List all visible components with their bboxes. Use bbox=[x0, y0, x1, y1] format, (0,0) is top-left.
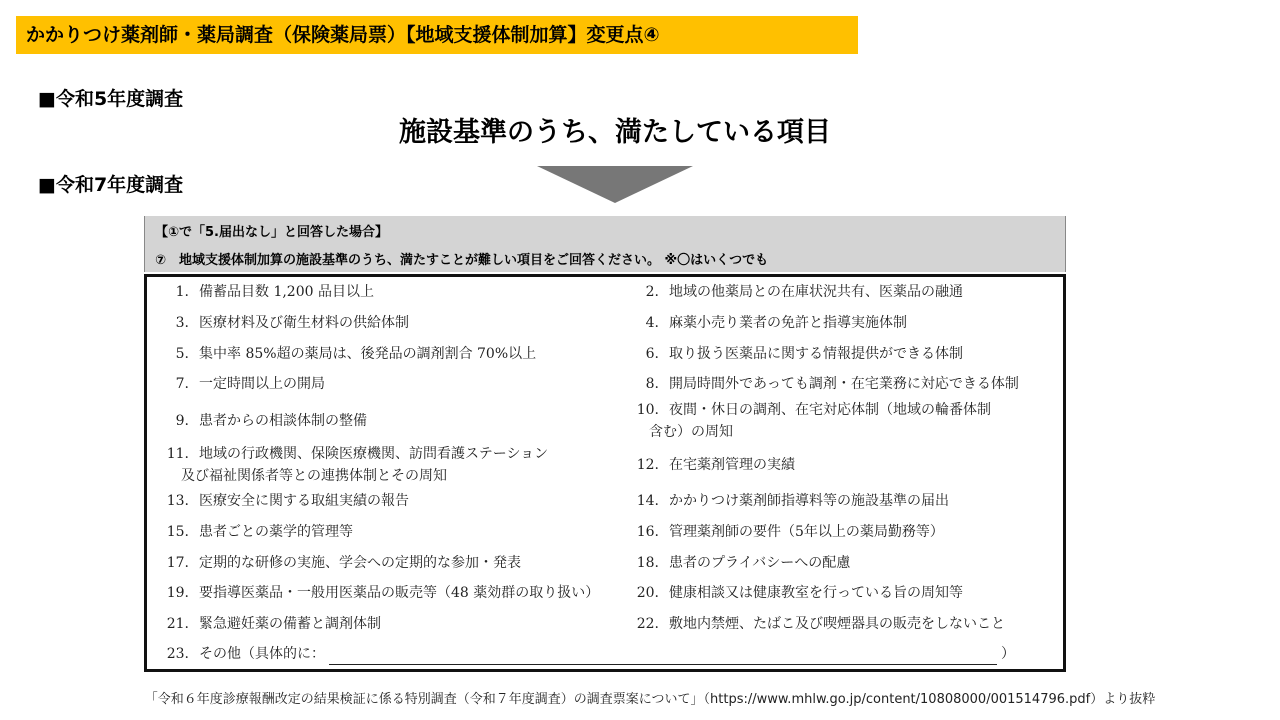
option-item-other: 23. その他（具体的に： ） bbox=[159, 643, 1015, 665]
option-item: 12. 在宅薬剤管理の実績 bbox=[636, 457, 795, 473]
option-item: 21. 緊急避妊薬の備蓄と調剤体制 bbox=[166, 616, 381, 632]
label-r5-survey: ■令和5年度調査 bbox=[38, 88, 184, 110]
survey-question-header bbox=[144, 216, 1066, 272]
down-arrow-icon bbox=[537, 166, 693, 203]
subtitle: 施設基準のうち、満たしている項目 bbox=[399, 117, 831, 148]
survey-question: ⑦ 地域支援体制加算の施設基準のうち、満たすことが難しい項目をご回答ください。 ※〇はいくつでも bbox=[155, 253, 769, 268]
source-citation: 「令和６年度診療報酬改定の結果検証に係る特別調査（令和７年度調査）の調査票案について」（https://www.mhlw.go.jp/content/10808000/001514796.pdf）より抜粋 bbox=[144, 692, 1156, 707]
survey-excerpt bbox=[144, 216, 1066, 674]
option-item: 20. 健康相談又は健康教室を行っている旨の周知等 bbox=[636, 585, 963, 601]
option-item: 17. 定期的な研修の実施、学会への定期的な参加・発表 bbox=[166, 555, 521, 571]
option-item: 6. 取り扱う医薬品に関する情報提供ができる体制 bbox=[645, 346, 963, 362]
option-item: 7. 一定時間以上の開局 bbox=[175, 376, 325, 392]
label-r7-survey: ■令和7年度調査 bbox=[38, 174, 184, 196]
options-box bbox=[144, 274, 1066, 672]
option-item: 10. 夜間・休日の調剤、在宅対応体制（地域の輪番体制 含む）の周知 bbox=[636, 402, 991, 440]
other-fill-line bbox=[329, 648, 997, 665]
option-item: 4. 麻薬小売り業者の免許と指導実施体制 bbox=[645, 315, 907, 331]
option-item: 22. 敷地内禁煙、たばこ及び喫煙器具の販売をしないこと bbox=[636, 616, 1005, 632]
option-item: 14. かかりつけ薬剤師指導料等の施設基準の届出 bbox=[636, 493, 949, 509]
option-item: 9. 患者からの相談体制の整備 bbox=[175, 413, 367, 429]
option-item: 3. 医療材料及び衛生材料の供給体制 bbox=[175, 315, 409, 331]
option-item: 18. 患者のプライバシーへの配慮 bbox=[636, 555, 851, 571]
option-item: 13. 医療安全に関する取組実績の報告 bbox=[166, 493, 409, 509]
option-item: 2. 地域の他薬局との在庫状況共有、医薬品の融通 bbox=[645, 284, 963, 300]
option-item: 11. 地域の行政機関、保険医療機関、訪問看護ステーション 及び福祉関係者等との連携体制とその周知 bbox=[166, 446, 549, 484]
option-item: 5. 集中率 85%超の薬局は、後発品の調剤割合 70%以上 bbox=[175, 346, 537, 362]
option-item: 19. 要指導医薬品・一般用医薬品の販売等（48 薬効群の取り扱い） bbox=[166, 585, 600, 601]
page-title: かかりつけ薬剤師・薬局調査（保険薬局票）【地域支援体制加算】変更点④ bbox=[16, 16, 858, 54]
option-item: 8. 開局時間外であっても調剤・在宅業務に対応できる体制 bbox=[645, 376, 1019, 392]
option-item: 16. 管理薬剤師の要件（5年以上の薬局勤務等） bbox=[636, 524, 944, 540]
survey-condition: 【①で「5.届出なし」と回答した場合】 bbox=[155, 225, 388, 240]
option-item: 1. 備蓄品目数 1,200 品目以上 bbox=[175, 284, 374, 300]
option-item: 15. 患者ごとの薬学的管理等 bbox=[166, 524, 353, 540]
